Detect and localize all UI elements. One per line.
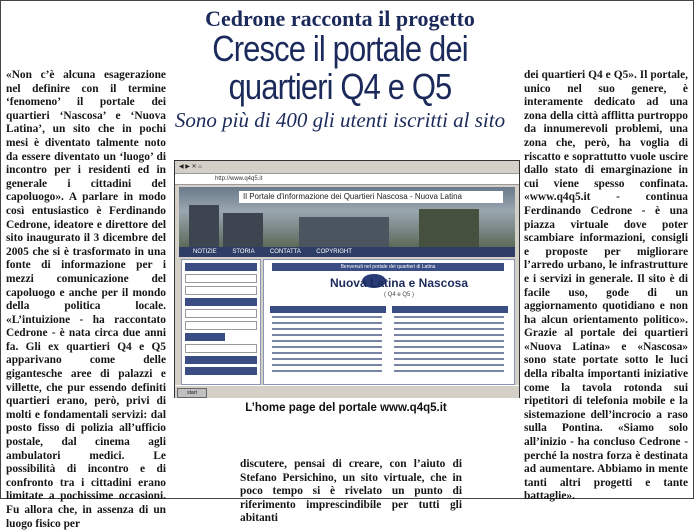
portal-banner <box>179 187 515 247</box>
banner-building <box>299 217 389 247</box>
article-subhead: Sono più di 400 gli utenti iscritti al sito <box>174 108 506 132</box>
start-button: start <box>177 388 207 398</box>
browser-toolbar: ◀ ▶ ✕ ⌂ <box>175 161 519 174</box>
portal-nav <box>179 247 515 257</box>
article-column-middle <box>240 458 462 525</box>
sidebar-bar <box>185 298 257 306</box>
sidebar-field <box>185 274 257 283</box>
sidebar-field <box>185 309 257 318</box>
article-kicker: Cedrone racconta il progetto <box>205 6 475 31</box>
article-headline: Cresce il portale dei quartieri Q4 e Q5 <box>212 28 468 107</box>
portal-screenshot <box>174 160 520 398</box>
portal-nav-item: CONTATTA <box>269 249 301 255</box>
article-column-right <box>524 69 688 503</box>
sidebar-bar <box>185 356 257 364</box>
sidebar-bar <box>185 367 257 375</box>
portal-nav-item: STORIA <box>232 249 255 255</box>
article-column-left <box>6 69 166 530</box>
portal-main-title: Nuova Latina e Nascosa <box>329 276 469 290</box>
article-column-left-text: «Non c’è alcuna esagerazione nel definire con il termine ‘fenomeno’ il portale dei quartieri ‘Nascosa’ e ‘Nuova Latina’, un sito che in pochi mesi è diventato talmente noto da essere diventato un ‘luogo’ di incontro per i residenti ed in generale i cittadini del capoluogo». A parlare in modo così entusiastico è Ferdinando Cedrone, ideatore e direttore del sito inaugurato il 3 dicembre del 2005 che si è trasformato in una fonte di informazione per i mezzi comunicazione del capoluogo e anche per il mondo della politica locale. «L’intuizione - ha raccontato Cedrone - è nata circa due anni fa. Gli ex quartieri Q4 e Q5 apparivano come delle gigantesche aree di palazzi e villette, che pur essendo definiti quartieri erano, però, privi di molti e fondamentali servizi: dal posto fisso di polizia all’ufficio postale, dal cinema agli ambulatori medici. Le possibilità di incontro e di confronto tra i cittadini erano limitate a pochissime occasioni. Fu allora che, in assenza di un luogo fisico per <box>6 69 166 530</box>
sidebar-bar <box>185 333 225 341</box>
portal-nav-item: NOTIZIE <box>193 249 217 255</box>
portal-sidebar <box>181 259 261 385</box>
sidebar-field <box>185 286 257 295</box>
banner-building <box>223 213 263 247</box>
portal-list-left <box>272 316 382 376</box>
sidebar-field <box>185 344 257 353</box>
portal-main-subtitle: ( Q4 e Q5 ) <box>383 292 414 298</box>
portal-main <box>263 259 515 385</box>
screenshot-caption: L’home page del portale www.q4q5.it <box>245 402 447 414</box>
sidebar-bar <box>185 263 257 271</box>
portal-main-top: Benvenuti nel portale dei quartieri di Latina <box>272 263 504 271</box>
article-column-right-text: dei quartieri Q4 e Q5». Il portale, unico nel suo genere, è interamente dedicato ad una zona della città afflitta purtroppo da innumerevoli problemi, una zona che, però, ha voglia di riscatto e soprattutto vuole uscire dallo stato di emarginazione in cui viene spesso confinata. «www.q4q5.it - continua Ferdinando Cedrone - è una piazza virtuale dove poter scambiare informazioni, consigli e proposte per migliorare l’arredo urbano, le infrastrutture e i servizi in generale. Il sito è di facile uso, gode di un aggiornamento quotidiano e non ha alcun orientamento politico». Grazie al portale dei quartieri «Nuova Latina» e «Nascosa» sono state portate sotto le luci della ribalta importanti iniziative come la tavola rotonda sui ripetitori di telefonia mobile e la sistemazione dell’incrocio a raso sulla Pontina. «Siamo solo all’inizio - ha concluso Cedrone - perché la nostra forza è destinata ad aumentare. Abbiamo in mente tanti altri progetti e tante battaglie». <box>524 69 688 503</box>
portal-banner-title: Il Portale d'informazione dei Quartieri Nascosa - Nuova Latina <box>239 191 503 203</box>
portal-nav-item: COPYRIGHT <box>316 249 352 255</box>
portal-list-right <box>394 316 504 376</box>
portal-list-head <box>270 306 386 313</box>
sidebar-field <box>185 321 257 330</box>
banner-building <box>419 209 479 247</box>
browser-address-bar: http://www.q4q5.it <box>175 174 519 185</box>
os-taskbar <box>175 385 519 398</box>
portal-list-head <box>392 306 508 313</box>
article-column-middle-text: discutere, pensai di creare, con l’aiuto di Stefano Persichino, un sito virtuale, che in poco tempo si è rivelato un punto di riferimento imprescindibile per tutti gli abitanti <box>240 458 462 525</box>
banner-building <box>189 205 219 247</box>
